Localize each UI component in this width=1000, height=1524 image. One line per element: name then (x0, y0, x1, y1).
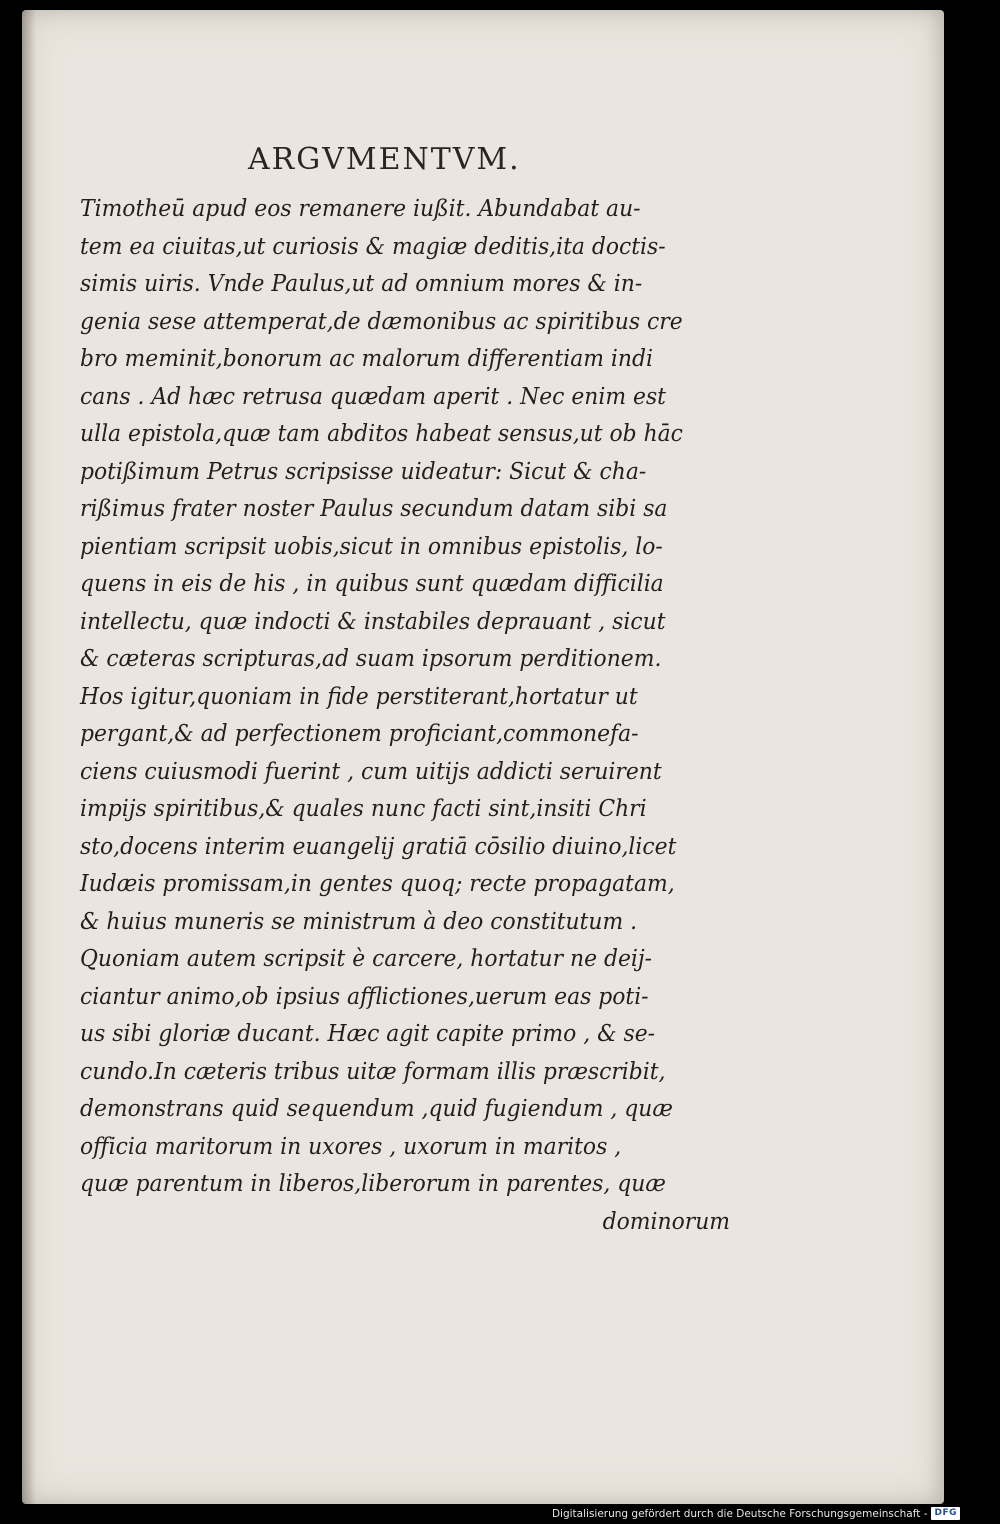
text-line: us sibi gloriæ ducant. Hæc agit capite primo , & se- (80, 1019, 656, 1047)
text-line: bro meminit,bonorum ac malorum differentiam indi (80, 344, 653, 372)
text-line: simis uiris. Vnde Paulus,ut ad omnium mores & in- (80, 269, 643, 297)
text-line: impijs spiritibus,& quales nunc facti sint,insiti Chri (80, 794, 647, 822)
text-line: & cæteras scripturas,ad suam ipsorum perditionem. (80, 644, 662, 672)
text-line: cundo.In cæteris tribus uitæ formam illis præscribit, (80, 1056, 666, 1085)
text-line: ciantur animo,ob ipsius afflictiones,uerum eas poti- (80, 981, 649, 1010)
funding-note: Digitalisierung gefördert durch die Deutsche Forschungsgemeinschaft - (551, 1507, 928, 1520)
text-line: pientiam scripsit uobis,sicut in omnibus epistolis, lo- (80, 531, 663, 560)
funding-footer (552, 1507, 960, 1520)
page-body (80, 190, 730, 1240)
text-line: potißimum Petrus scripsisse uideatur: Sicut & cha- (80, 456, 647, 485)
text-line: quæ parentum in liberos,liberorum in parentes, quæ (80, 1169, 666, 1197)
catchword: dominorum (602, 1206, 730, 1235)
book-page (22, 10, 944, 1504)
text-line: Timotheū apud eos remanere iußit. Abundabat au- (80, 194, 641, 222)
text-line: Iudæis promissam,in gentes quoq; recte propagatam, (80, 869, 675, 897)
dfg-logo-icon: DFG (931, 1507, 960, 1520)
text-line: quens in eis de his , in quibus sunt quædam difficilia (80, 569, 664, 597)
text-line: sto,docens interim euangelij gratiā cōsilio diuino,licet (80, 831, 677, 860)
text-line: & huius muneris se ministrum à deo constitutum . (80, 906, 638, 935)
text-line: demonstrans quid sequendum ,quid fugiendum , quæ (80, 1094, 673, 1122)
page-heading: ARGVMENTVM. (248, 142, 521, 177)
text-line: rißimus frater noster Paulus secundum datam sibi sa (80, 494, 668, 522)
text-line: tem ea ciuitas,ut curiosis & magiæ deditis,ita doctis- (80, 231, 666, 260)
text-line: genia sese attemperat,de dæmonibus ac spiritibus cre (80, 306, 683, 335)
text-line: officia maritorum in uxores , uxorum in maritos , (80, 1131, 622, 1160)
text-line: ulla epistola,quæ tam abditos habeat sensus,ut ob hāc (80, 419, 683, 447)
text-line: pergant,& ad perfectionem proficiant,commonefa- (80, 719, 639, 747)
text-line: Quoniam autem scripsit è carcere, hortatur ne deij- (80, 944, 653, 972)
text-line: Hos igitur,quoniam in fide perstiterant,hortatur ut (80, 681, 638, 710)
text-line: intellectu, quæ indocti & instabiles deprauant , sicut (80, 606, 666, 635)
text-line: ciens cuiusmodi fuerint , cum uitijs addicti seruirent (80, 756, 662, 785)
text-line: cans . Ad hæc retrusa quædam aperit . Nec enim est (80, 381, 666, 410)
